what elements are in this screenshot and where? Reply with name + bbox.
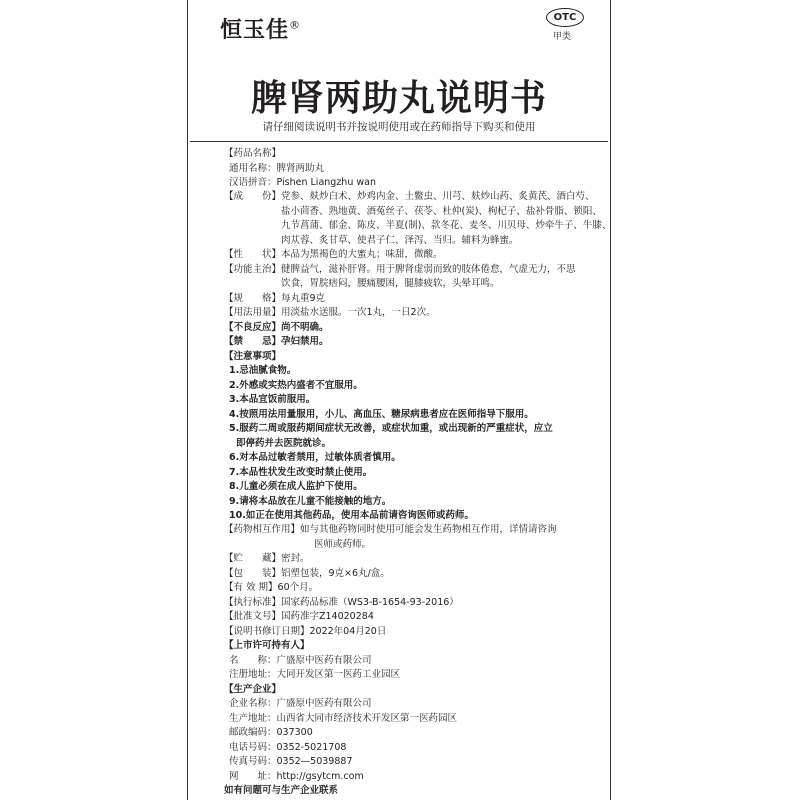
manufacturer-address-line: 生产地址：山西省大同市经济技术开发区第一医药园区: [229, 712, 458, 724]
document-subtitle: 请仔细阅读说明书并按说明使用或在药师指导下购买和使用: [262, 121, 536, 133]
adverse-reactions-line: 【不良反应】尚不明确。: [224, 321, 329, 333]
brand-name: 恒玉佳: [220, 18, 290, 43]
contact-note: 如有问题可与生产企业联系: [224, 785, 339, 796]
precaution-item: 8.儿童必须在成人监护下使用。: [229, 481, 363, 492]
otc-badge: OTC: [546, 8, 584, 27]
registered-mark: ®: [289, 18, 302, 32]
pinyin-line: 汉语拼音：Pishen Liangzhu wan: [229, 177, 376, 188]
phone-line: 电话号码：0352-5021708: [229, 741, 347, 753]
fax-line: 传真号码：0352—5039887: [229, 756, 353, 767]
description-line: 【性 状】本品为黑褐色的大蜜丸；味甜，微酸。: [224, 249, 443, 261]
otc-class-label: 甲类: [553, 32, 572, 42]
interactions-line: 【药物相互作用】如与其他药物同时使用可能会发生药物相互作用，详情请咨询: [224, 524, 557, 536]
postal-code-line: 邮政编码：037300: [229, 727, 313, 739]
approval-number-line: 【批准文号】国药准字Z14020284: [224, 611, 374, 623]
holder-name-line: 名 称：广盛原中医药有限公司: [229, 654, 372, 666]
precaution-item: 6.对本品过敏者禁用，过敏体质者慎用。: [229, 452, 401, 463]
brand-logo: [220, 13, 301, 44]
precaution-item: 10.如正在使用其他药品，使用本品前请咨询医师或药师。: [229, 509, 474, 521]
title-divider: [190, 141, 608, 142]
precaution-item: 5.服药二周或服药期间症状无改善，或症状加重，或出现新的严重症状，应立: [229, 423, 553, 435]
precaution-item: 3.本品宜饭前服用。: [229, 394, 316, 406]
ingredients-line: 【成 份】党参、麸炒白术、炒鸡内金、土鳖虫、川芎、麸炒山药、炙黄芪、酒白芍、: [224, 191, 595, 203]
package-line: 【包 装】铝塑包装，9克×6丸/盒。: [224, 567, 390, 579]
revision-date-line: 【说明书修订日期】2022年04月20日: [224, 625, 387, 637]
standard-line: 【执行标准】国家药品标准（WS3-B-1654-93-2016）: [224, 596, 459, 608]
interactions-line: 医师或药师。: [314, 538, 372, 550]
website-line: 网 址：http://gsytcm.com: [229, 770, 364, 782]
precaution-item: 9.请将本品放在儿童不能接触的地方。: [229, 495, 392, 507]
contraindications-line: 【禁 忌】孕妇禁用。: [224, 336, 329, 348]
dosage-line: 【用法用量】用淡盐水送服。一次1丸，一日2次。: [224, 307, 436, 319]
section-heading-manufacturer: 【生产企业】: [224, 683, 282, 695]
section-heading-holder: 【上市许可持有人】: [224, 640, 310, 652]
expiry-line: 【有 效 期】60个月。: [224, 582, 319, 594]
precaution-item: 2.外感或实热内盛者不宜服用。: [229, 379, 363, 391]
document-title: 脾肾两助丸说明书: [250, 77, 547, 119]
precaution-item: 7.本品性状发生改变时禁止使用。: [229, 466, 373, 478]
section-heading-precautions: 【注意事项】: [224, 350, 282, 362]
storage-line: 【贮 藏】密封。: [224, 553, 310, 565]
ingredients-line: 肉苁蓉、炙甘草、使君子仁、泽泻、当归。辅料为蜂蜜。: [281, 234, 519, 246]
precaution-item: 1.忌油腻食物。: [229, 365, 297, 377]
precaution-item: 4.按照用法用量服用，小儿、高血压、糖尿病患者应在医师指导下服用。: [229, 408, 534, 420]
generic-name-line: 通用名称：脾肾两助丸: [229, 162, 325, 174]
holder-address-line: 注册地址：大同开发区第一医药工业园区: [229, 669, 401, 681]
ingredients-line: 盐小茴香、熟地黄、酒菟丝子、茯苓、杜仲(炭)、枸杞子、盐补骨脂、锁阳、: [281, 205, 602, 217]
ingredients-line: 九节菖蒲、郁金、陈皮、半夏(制)、款冬花、麦冬、川贝母、炒牵牛子、牛膝、: [281, 220, 612, 232]
manufacturer-name-line: 企业名称：广盛原中医药有限公司: [229, 698, 372, 710]
precaution-item-cont: 即停药并去医院就诊。: [236, 437, 332, 449]
specification-line: 【规 格】每丸重9克: [224, 292, 326, 304]
section-heading-drug-name: 【药品名称】: [224, 148, 282, 159]
indications-line: 饮食，胃脘痞闷，腰痛腰困，腿膝疲软，头晕耳鸣。: [281, 278, 500, 290]
indications-line: 【功能主治】健脾益气，滋补肝肾。用于脾肾虚弱而致的肢体倦怠，气虚无力，不思: [224, 263, 576, 275]
